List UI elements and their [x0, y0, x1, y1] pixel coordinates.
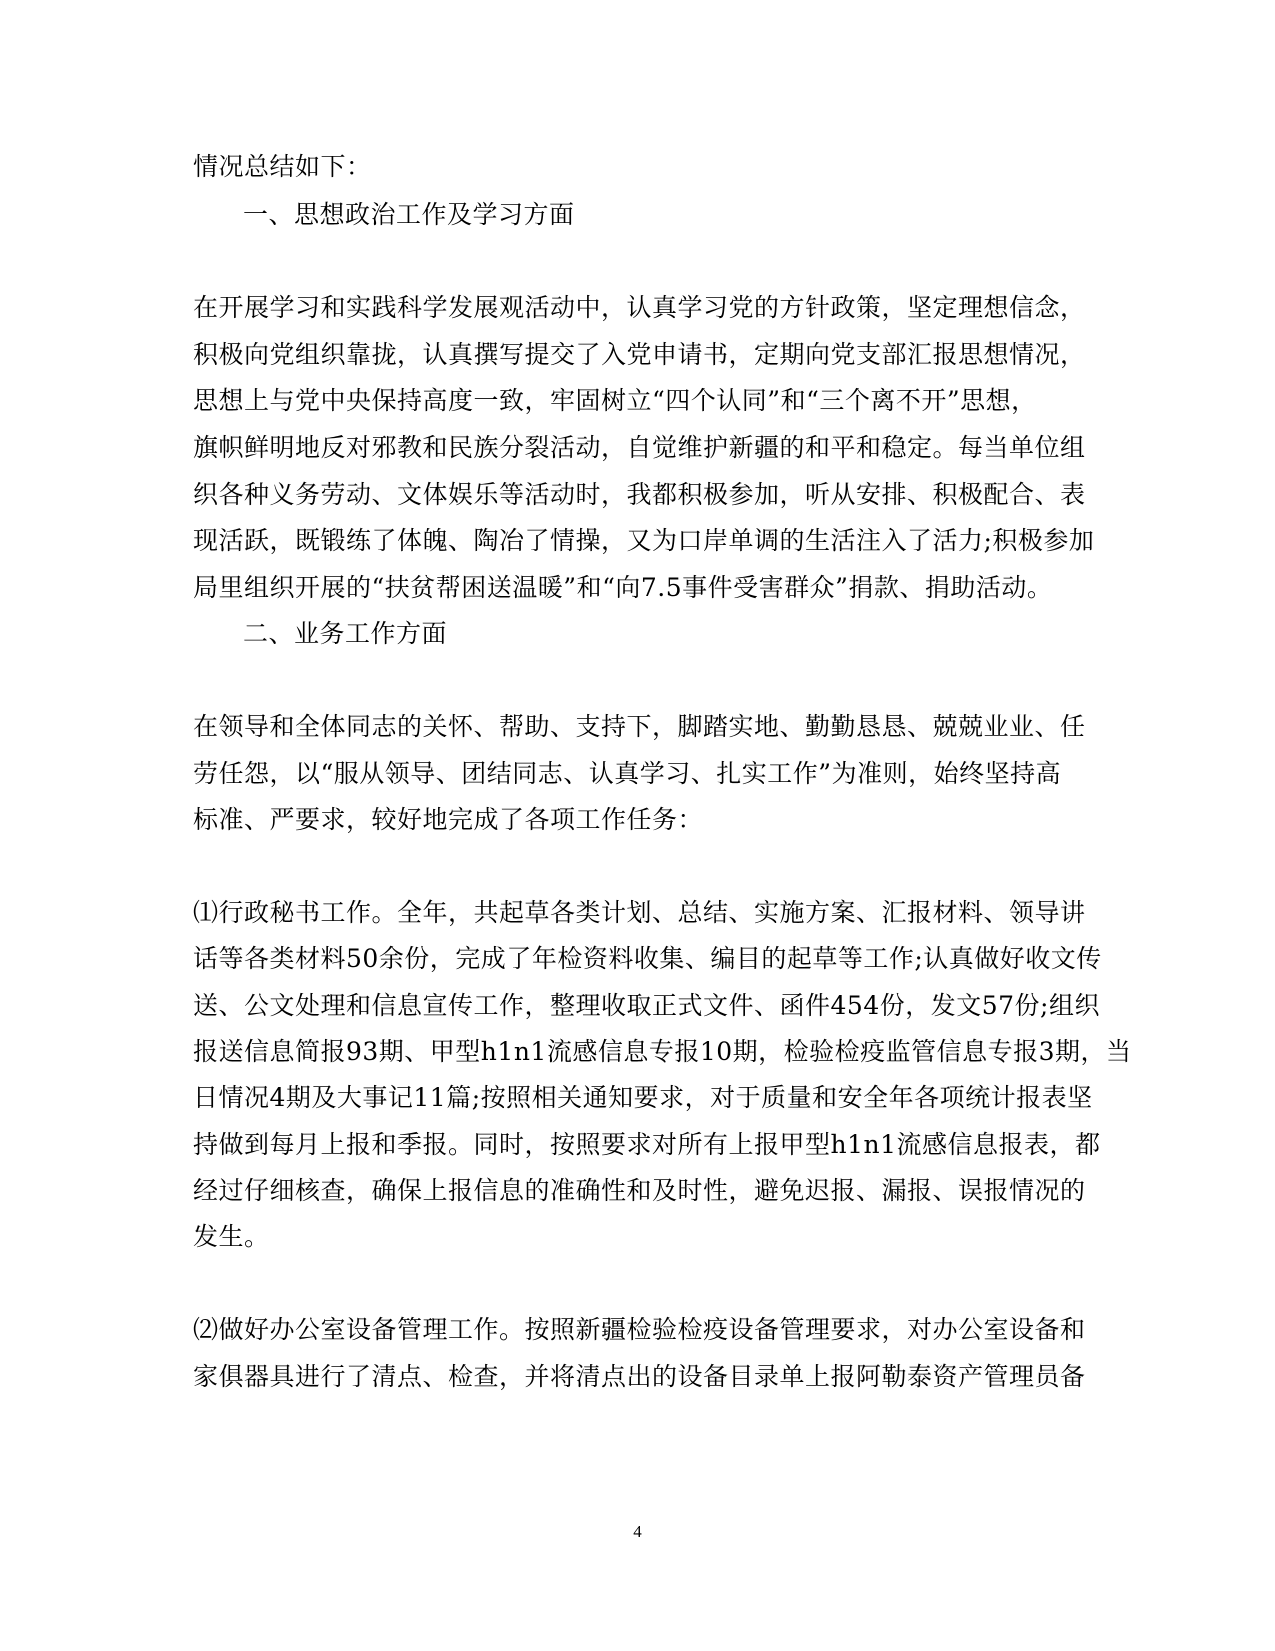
section-heading: 一、思想政治工作及学习方面	[243, 200, 575, 229]
text-line: 现活跃，既锻练了体魄、陶冶了情操，又为口岸单调的生活注入了活力;积极参加	[193, 526, 1095, 555]
page-number: 4	[633, 1522, 642, 1541]
text-line: ⑵做好办公室设备管理工作。按照新疆检验检疫设备管理要求，对办公室设备和	[193, 1315, 1086, 1344]
section-heading: 二、业务工作方面	[243, 619, 448, 648]
text-line: 积极向党组织靠拢，认真撰写提交了入党申请书，定期向党支部汇报思想情况，	[193, 340, 1086, 369]
text-line: 标准、严要求，较好地完成了各项工作任务：	[193, 805, 704, 834]
text-line: 旗帜鲜明地反对邪教和民族分裂活动，自觉维护新疆的和平和稳定。每当单位组	[193, 433, 1086, 462]
text-line: 报送信息简报93期、甲型h1n1流感信息专报10期，检验检疫监管信息专报3期，当	[193, 1037, 1132, 1066]
text-line: 持做到每月上报和季报。同时，按照要求对所有上报甲型h1n1流感信息报表，都	[193, 1130, 1101, 1159]
text-line: 劳任怨，以“服从领导、团结同志、认真学习、扎实工作”为准则，始终坚持高	[193, 759, 1062, 788]
text-line: 日情况4期及大事记11篇;按照相关通知要求，对于质量和安全年各项统计报表坚	[193, 1083, 1093, 1112]
text-line: 织各种义务劳动、文体娱乐等活动时，我都积极参加，听从安排、积极配合、表	[193, 480, 1086, 509]
text-line: 情况总结如下：	[193, 152, 372, 181]
text-line: 送、公文处理和信息宣传工作，整理收取正式文件、函件454份，发文57份;组织	[193, 991, 1100, 1020]
text-line: 在领导和全体同志的关怀、帮助、支持下，脚踏实地、勤勤恳恳、兢兢业业、任	[193, 712, 1086, 741]
text-line: 在开展学习和实践科学发展观活动中，认真学习党的方针政策，坚定理想信念，	[193, 293, 1086, 322]
text-line: ⑴行政秘书工作。全年，共起草各类计划、总结、实施方案、汇报材料、领导讲	[193, 898, 1086, 927]
text-line: 经过仔细核查，确保上报信息的准确性和及时性，避免迟报、漏报、误报情况的	[193, 1176, 1086, 1205]
text-line: 发生。	[193, 1222, 270, 1251]
text-line: 话等各类材料50余份，完成了年检资料收集、编目的起草等工作;认真做好收文传	[193, 944, 1102, 973]
text-line: 局里组织开展的“扶贫帮困送温暖”和“向7.5事件受害群众”捐款、捐助活动。	[193, 573, 1053, 602]
text-line: 思想上与党中央保持高度一致，牢固树立“四个认同”和“三个离不开”思想，	[193, 386, 1037, 415]
text-line: 家俱器具进行了清点、检查，并将清点出的设备目录单上报阿勒泰资产管理员备	[193, 1362, 1086, 1391]
